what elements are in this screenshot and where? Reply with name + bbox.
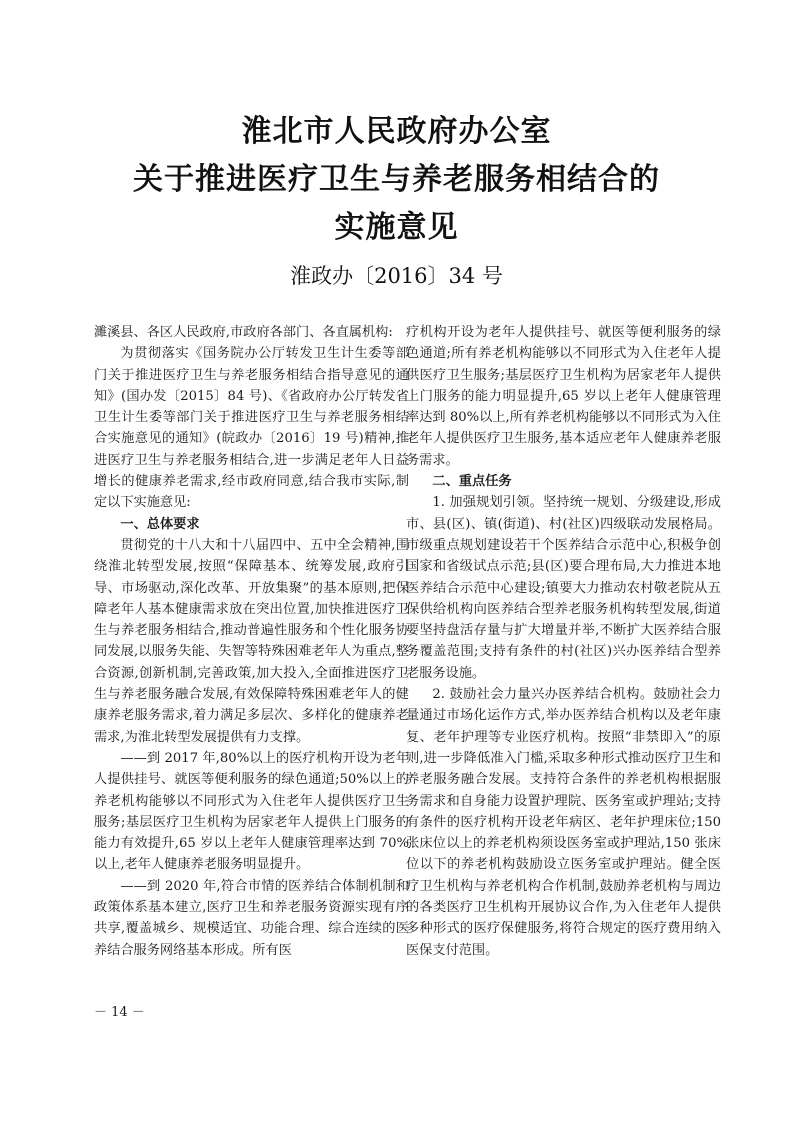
task-2-paragraph: 2. 鼓励社会力量兴办医养结合机构。鼓励社会力量通过市场化运作方式,举办医养结合机构以及老年康复、老年护理等专业医疗机构。按照“非禁即入”的原则,进一步降低准入门槛,采取多种形式推动医疗卫生和养老服务融合发展。支持符合条件的养老机构根据服务需求和自身能力设置护理院、医务室或护理站;支持有条件的医疗机构开设老年病区、老年护理床位;150 张床位以上的养老机构须设医务室或护理站,150 张床位以下的养老机构鼓励设立医务室或护理站。健全医疗卫生机构与养老机构合作机制,鼓励养老机构与周边的各类医疗卫生机构开展协议合作,为入住老年人提供多种形式的医疗保健服务,将符合规定的医疗费用纳入医保支付范围。 [406,687,721,958]
document-number: 淮政办〔2016〕34 号 [290,264,503,288]
left-text-column [94,322,409,961]
section-heading-general-requirements: 一、总体要求 [120,516,200,532]
document-title-line-2: 关于推进医疗卫生与养老服务相结合的 [133,162,660,197]
page-number: － 14 － [94,1005,145,1020]
task-1-paragraph: 1. 加强规划引领。坚持统一规划、分级建设,形成市、县(区)、镇(街道)、村(社区)四级联动发展格局。市级重点规划建设若干个医养结合示范中心,积极争创国家和省级试点示范;县(区)要合理布局,大力推进本地医养结合示范中心建设;镇要大力推动农村敬老院从五保供给机构向医养结合型养老服务机构转型发展,街道要坚持盘活存量与扩大增量并举,不断扩大医养结合服务覆盖范围;支持有条件的村(社区)兴办医养结合型养老服务设施。 [406,495,721,681]
continuation-paragraph: 疗机构开设为老年人提供挂号、就医等便利服务的绿色通道;所有养老机构能够以不同形式为入住老年人提供医疗卫生服务;基层医疗卫生机构为居家老年人提供上门服务的能力明显提升,65 岁以上老年人健康管理率达到 80%以上,所有养老机构能够以不同形式为入住老年人提供医疗卫生服务,基本适应老年人健康养老服务需求。 [406,325,721,468]
salutation: 濉溪县、各区人民政府,市政府各部门、各直属机构: [94,325,393,340]
document-title-line-1: 淮北市人民政府办公室 [241,114,552,149]
right-text-column [406,322,721,961]
document-header [0,108,793,292]
document-title-line-3: 实施意见 [334,210,459,245]
goal-2020-paragraph: ——到 2020 年,符合市情的医养结合体制机制和政策体系基本建立,医疗卫生和养老服务资源实现有序共享,覆盖城乡、规模适宜、功能合理、综合连续的医养结合服务网络基本形成。所有医 [94,878,409,958]
goal-2017-paragraph: ——到 2017 年,80%以上的医疗机构开设为老年人提供挂号、就医等便利服务的绿色通道;50%以上的养老机构能够以不同形式为入住老年人提供医疗卫生服务;基层医疗卫生机构为居家老年人提供上门服务的能力有效提升,65 岁以上老年人健康管理率达到 70%以上,老年人健康养老服务明显提升。 [94,750,409,873]
body-paragraph: 贯彻党的十八大和十八届四中、五中全会精神,围绕淮北转型发展,按照“保障基本、统筹发展,政府引导、市场驱动,深化改革、开放集聚”的基本原则,把保障老年人基本健康需求放在突出位置,加快推进医疗卫生与养老服务相结合,推动普遍性服务和个性化服务协同发展,以服务失能、失智等特殊困难老年人为重点,整合资源,创新机制,完善政策,加大投入,全面推进医疗卫生与养老服务融合发展,有效保障特殊困难老年人的健康养老服务需求,着力满足多层次、多样化的健康养老需求,为淮北转型发展提供有力支撑。 [94,537,409,745]
section-heading-key-tasks: 二、重点任务 [432,474,512,490]
intro-paragraph: 为贯彻落实《国务院办公厅转发卫生计生委等部门关于推进医疗卫生与养老服务相结合指导意见的通知》(国办发〔2015〕84 号)、《省政府办公厅转发省卫生计生委等部门关于推进医疗卫生与养老服务相结合实施意见的通知》(皖政办〔2016〕19 号)精神,推进医疗卫生与养老服务相结合,进一步满足老年人日益增长的健康养老需求,经市政府同意,结合我市实际,制定以下实施意见: [94,346,409,511]
